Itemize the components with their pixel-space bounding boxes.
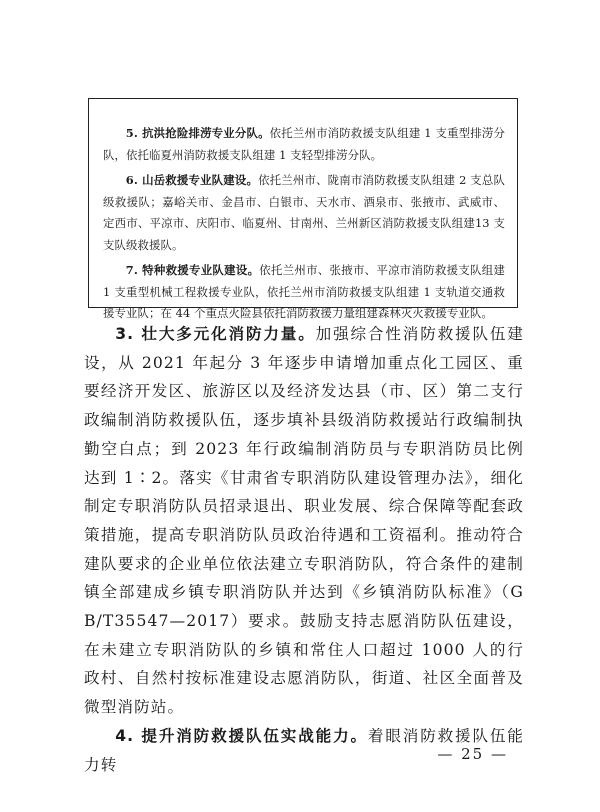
- box-item-5: [103, 123, 505, 166]
- paragraph-4-heading: 4. 提升消防救援队伍实战能力。: [115, 726, 368, 745]
- box-item-7-lead: 7. 特种救援专业队建设。: [125, 263, 260, 277]
- box-item-7: [103, 260, 505, 325]
- paragraph-3: [84, 320, 524, 722]
- box-item-6-text: 依托兰州市、陇南市消防救援支队组建 2 支总队级救援队；嘉峪关市、金昌市、白银市、天水市、酒泉市、张掖市、武威市、定西市、平凉市、庆阳市、临夏州、甘南州、兰州新区消防救援支队组建13 支支队级救援队。: [103, 173, 505, 252]
- paragraph-3-text: 加强综合性消防救援队伍建设，从 2021 年起分 3 年逐步申请增加重点化工园区、重要经济开发区、旅游区以及经济发达县（市、区）第二支行政编制消防救援队伍，逐步填补县级消防救援站行政编制执勤空白点；到 2023 年行政编制消防员与专职消防员比例达到 1∶2。落实《甘肃省专职消防队建设管理办法》，细化制定专职消防队员招录退出、职业发展、综合保障等配套政策措施，提高专职消防队员政治待遇和工资福利。推动符合建队要求的企业单位依法建立专职消防队，符合条件的建制镇全部建成乡镇专职消防队并达到《乡镇消防队标准》（GB/T35547—2017）要求。鼓励支持志愿消防队伍建设，在未建立专职消防队的乡镇和常住人口超过 1000 人的行政村、自然村按标准建设志愿消防队，街道、社区全面普及微型消防站。: [84, 325, 524, 717]
- body-text: [84, 320, 524, 779]
- boxed-note: [88, 98, 518, 320]
- box-item-6-lead: 6. 山岳救援专业队建设。: [125, 173, 259, 187]
- paragraph-3-heading: 3. 壮大多元化消防力量。: [115, 325, 316, 343]
- box-item-6: [103, 170, 505, 256]
- box-item-5-lead: 5. 抗洪抢险排涝专业分队。: [125, 126, 270, 140]
- box-item-7-text: 依托兰州市、张掖市、平凉市消防救援支队组建 1 支重型机械工程救援专业队，依托兰州市消防救援支队组建 1 支轨道交通救援专业队；在 44 个重点火险县依托消防救援力量组建森林灭火救援专业队。: [103, 263, 505, 320]
- paragraph-4-text: 着眼消防救援队伍能力转: [84, 726, 524, 774]
- box-item-5-text: 依托兰州市消防救援支队组建 1 支重型排涝分队，依托临夏州消防救援支队组建 1 支轻型排涝分队。: [103, 126, 505, 162]
- page-number: — 25 —: [437, 745, 508, 763]
